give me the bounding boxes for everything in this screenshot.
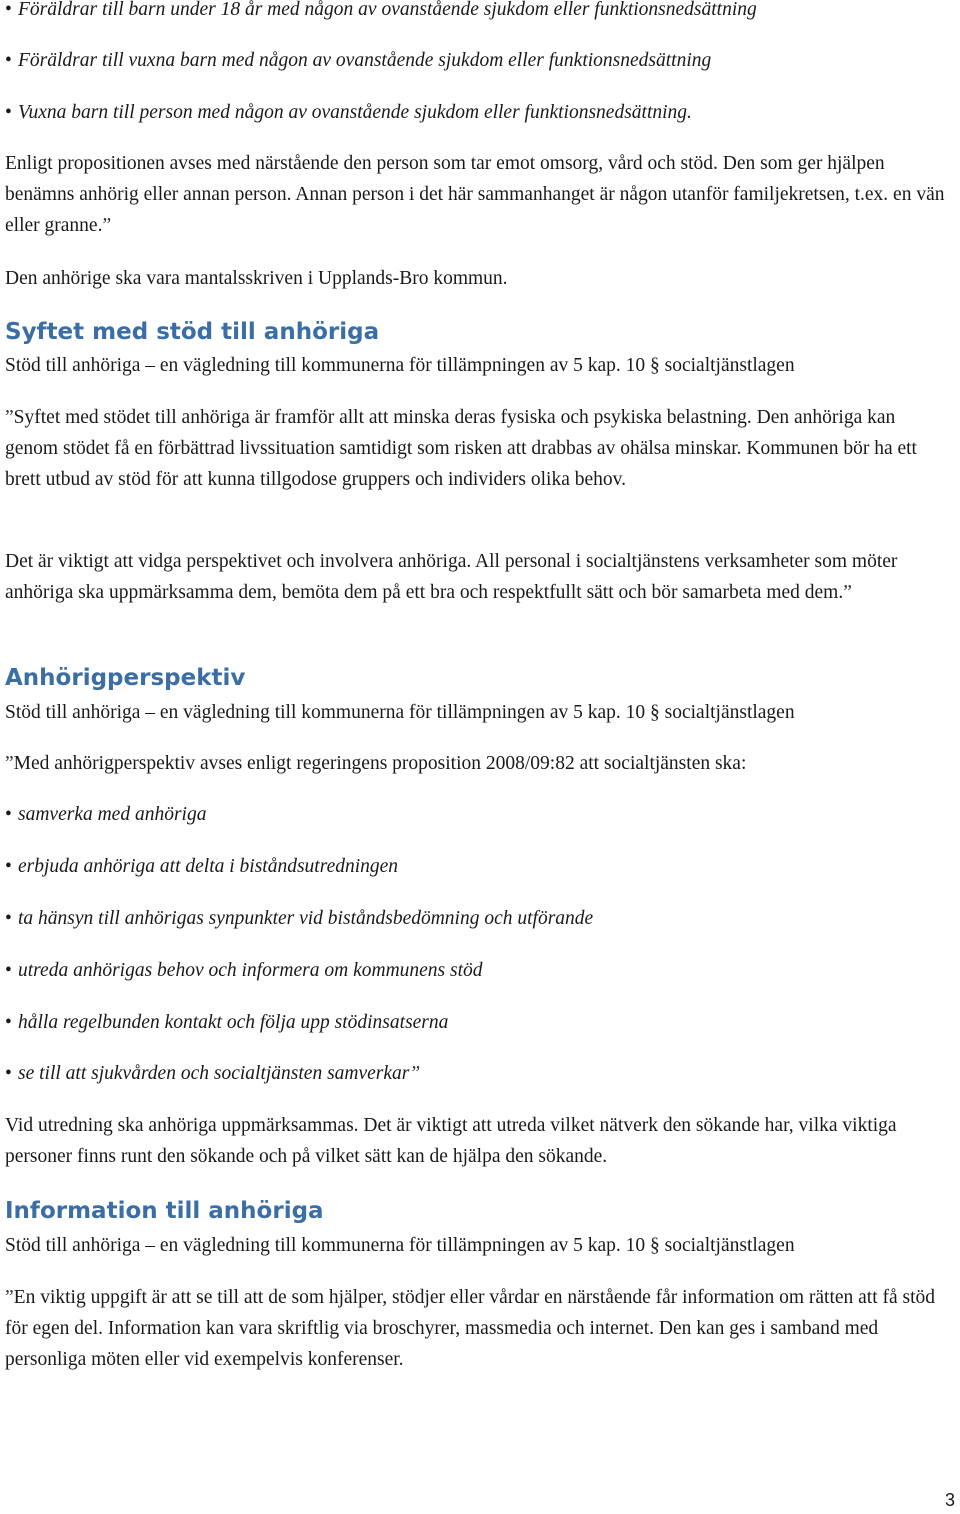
section-heading: Information till anhöriga	[5, 1198, 324, 1224]
page-number: 3	[944, 1490, 955, 1510]
list-item: • hålla regelbunden kontakt och följa upp stödinsatserna	[5, 1012, 449, 1033]
list-item: • utreda anhörigas behov och informera om kommunens stöd	[5, 960, 483, 981]
source-reference: Stöd till anhöriga – en vägledning till kommunerna för tillämpningen av 5 kap. 10 § socialtjänstlagen	[5, 1235, 795, 1256]
quote-paragraph: ”En viktig uppgift är att se till att de som hjälper, stödjer eller vårdar en närstående får information om rätten att få stöd för egen del. Information kan vara skriftlig via broschyrer, massmedia och internet. Den kan ges i samband med personliga möten eller vid exempelvis konferenser.	[5, 1287, 936, 1370]
section-heading: Syftet med stöd till anhöriga	[5, 319, 380, 345]
list-item: • erbjuda anhöriga att delta i biståndsutredningen	[5, 856, 399, 877]
quote-paragraph: ”Syftet med stödet till anhöriga är framför allt att minska deras fysiska och psykiska belastning. Den anhöriga kan genom stödet få en förbättrad livssituation samtidigt som risken att drabbas av ohälsa minskar. Kommunen bör ha ett brett utbud av stöd för att kunna tillgodose gruppers och individers olika behov.	[5, 407, 917, 490]
section-heading: Anhörigperspektiv	[5, 665, 246, 691]
intro-paragraph: Enligt propositionen avses med närstående den person som tar emot omsorg, vård och stöd. Den som ger hjälpen benämns anhörig eller annan person. Annan person i det här sammanhanget är någon utanför familjekretsen, t.ex. en vän eller granne.”	[5, 153, 945, 236]
body-paragraph: Vid utredning ska anhöriga uppmärksammas. Det är viktigt att utreda vilket nätverk den sökande har, vilka viktiga personer finns runt den sökande och på vilket sätt kan de hjälpa den sökande.	[5, 1115, 897, 1167]
list-item: • Föräldrar till vuxna barn med någon av ovanstående sjukdom eller funktionsnedsättning	[5, 50, 712, 71]
quote-paragraph: ”Med anhörigperspektiv avses enligt regeringens proposition 2008/09:82 att socialtjänsten ska:	[5, 753, 747, 774]
list-item: • samverka med anhöriga	[5, 804, 207, 825]
list-item: • se till att sjukvården och socialtjänsten samverkar”	[5, 1063, 421, 1084]
list-item: • Vuxna barn till person med någon av ovanstående sjukdom eller funktionsnedsättning.	[5, 102, 692, 123]
list-item: • ta hänsyn till anhörigas synpunkter vid biståndsbedömning och utförande	[5, 908, 594, 929]
quote-paragraph: Det är viktigt att vidga perspektivet och involvera anhöriga. All personal i socialtjänstens verksamheter som möter anhöriga ska uppmärksamma dem, bemöta dem på ett bra och respektfullt sätt och bör samarbeta med dem.”	[5, 551, 898, 603]
intro-paragraph: Den anhörige ska vara mantalsskriven i Upplands-Bro kommun.	[5, 268, 508, 289]
list-item: • Föräldrar till barn under 18 år med någon av ovanstående sjukdom eller funktionsnedsättning	[5, 0, 757, 20]
source-reference: Stöd till anhöriga – en vägledning till kommunerna för tillämpningen av 5 kap. 10 § socialtjänstlagen	[5, 355, 795, 376]
source-reference: Stöd till anhöriga – en vägledning till kommunerna för tillämpningen av 5 kap. 10 § socialtjänstlagen	[5, 702, 795, 723]
